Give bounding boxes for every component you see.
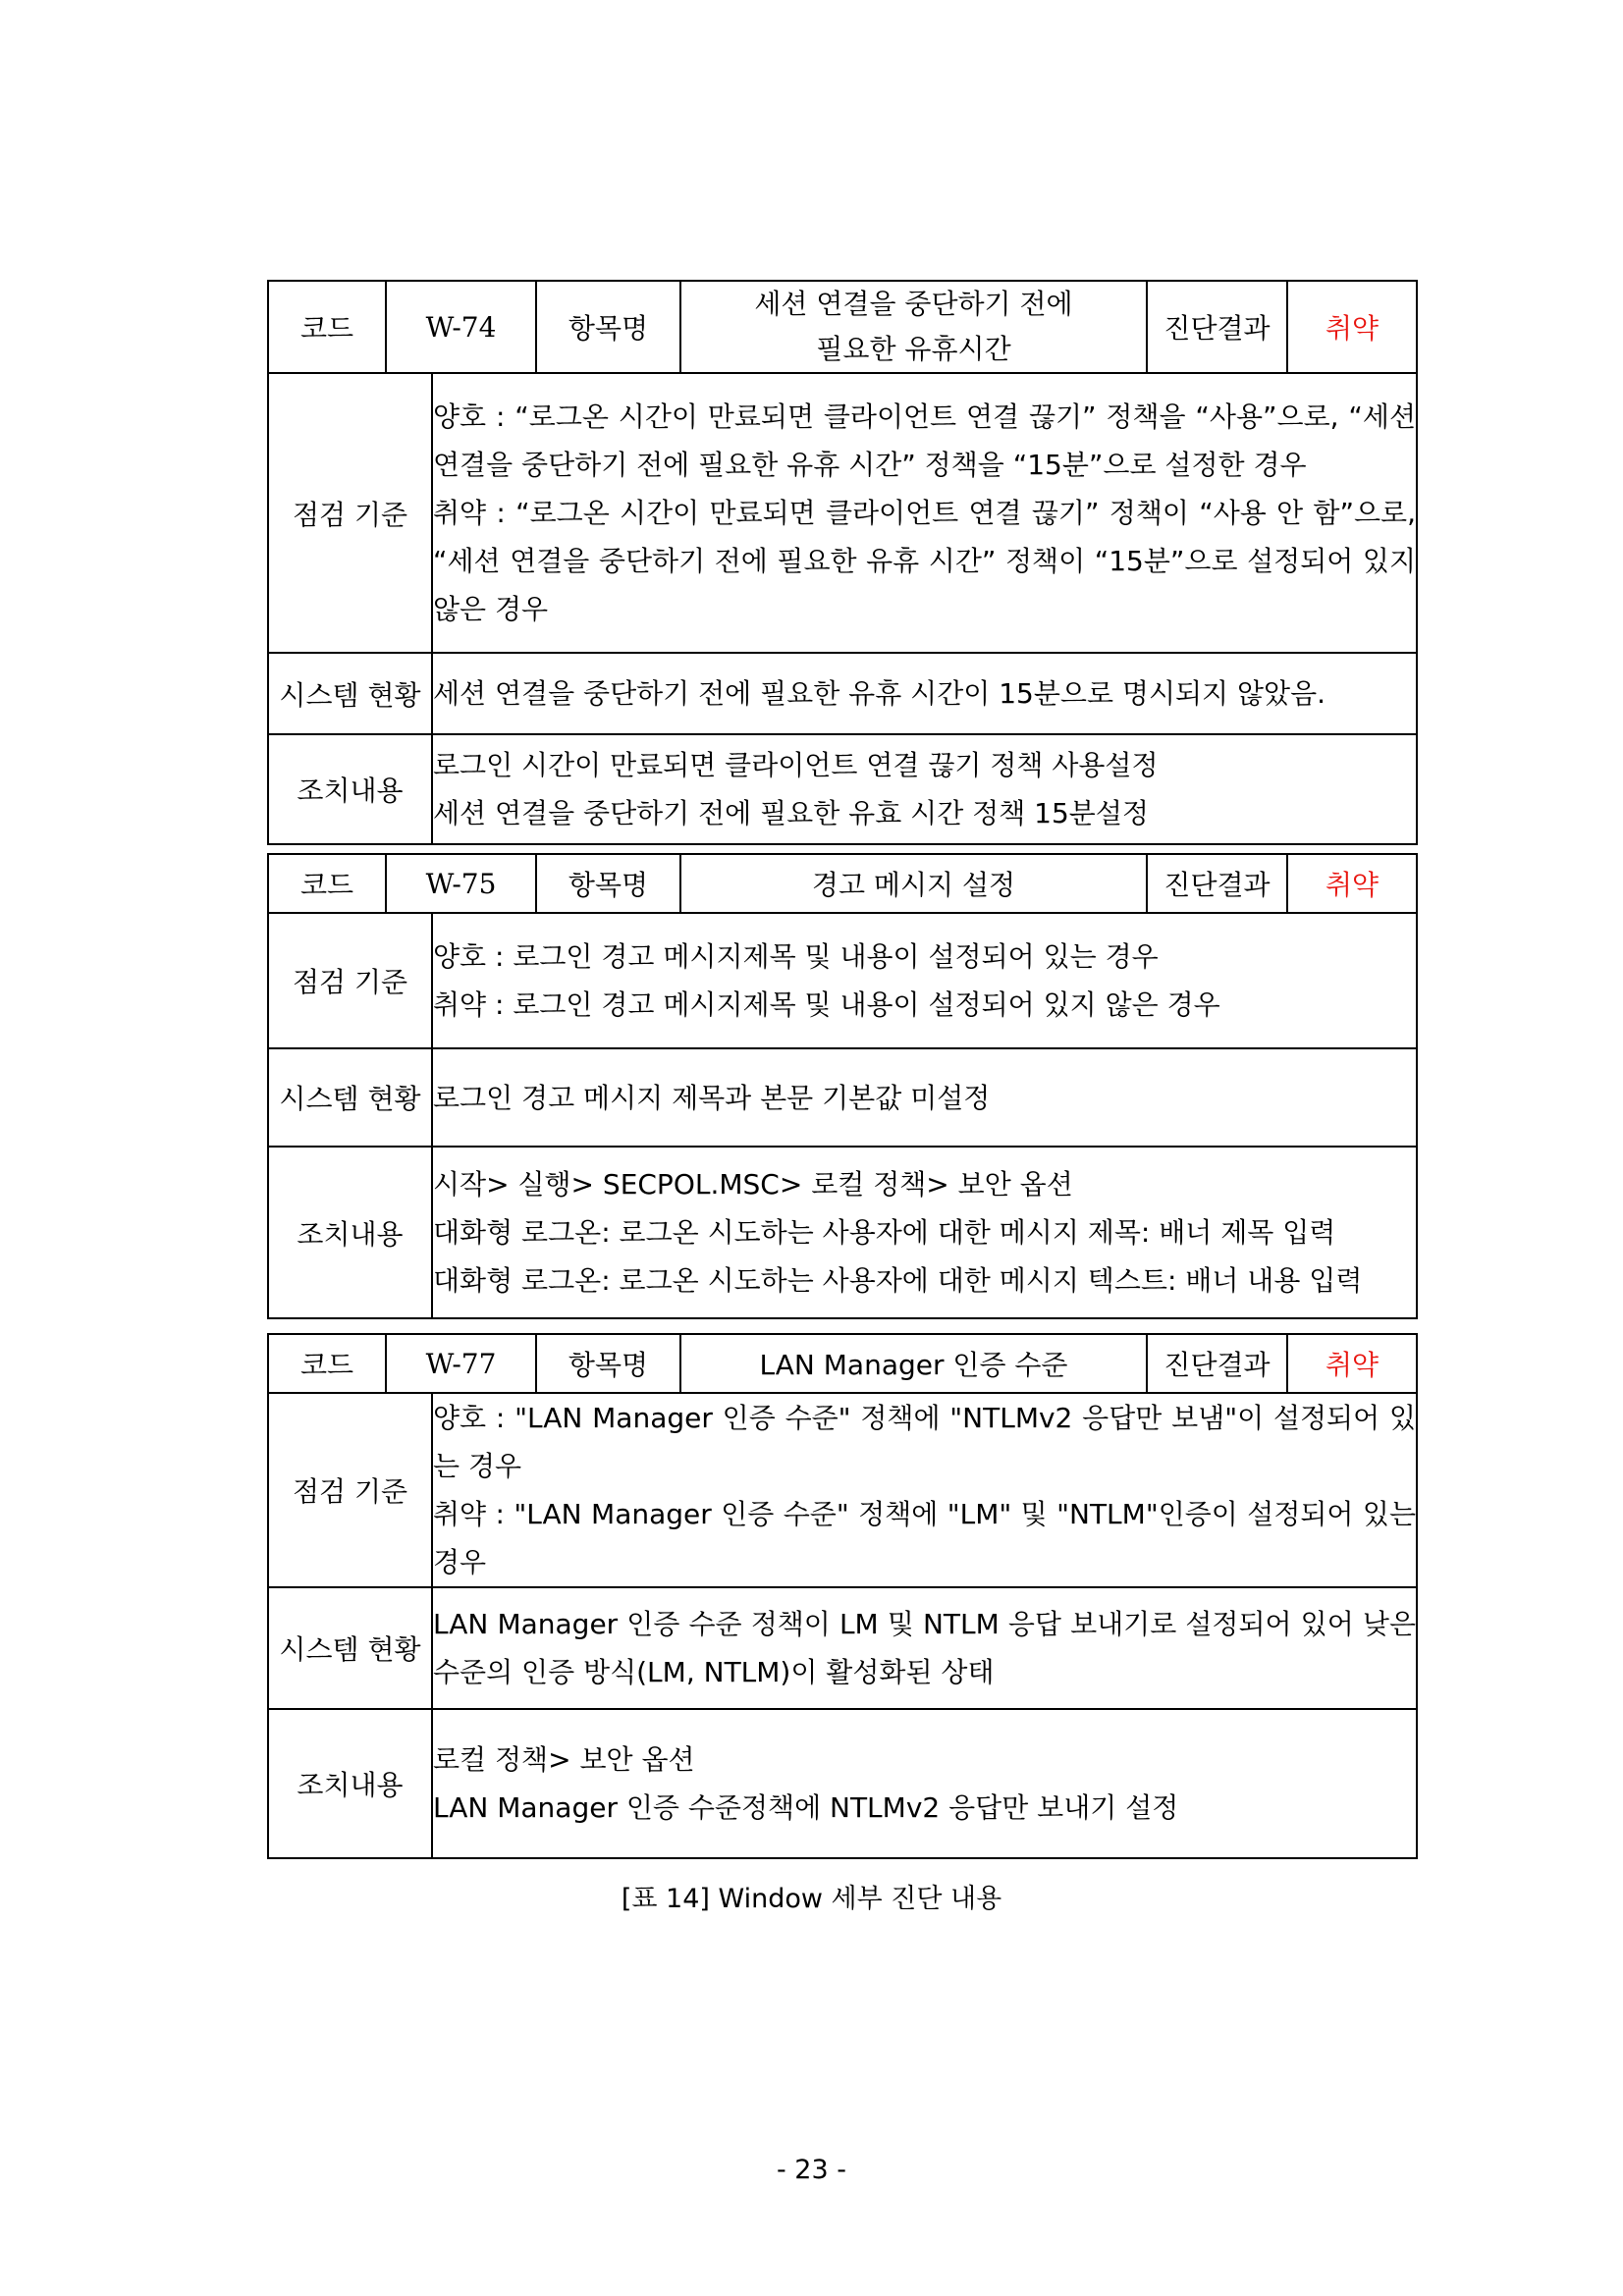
status-label: 시스템 현황 <box>268 1587 432 1709</box>
criteria-vulnerable: 취약 : “로그온 시간이 만료되면 클라이언트 연결 끊기” 정책이 “사용 안 함”으로, “세션 연결을 중단하기 전에 필요한 유휴 시간” 정책이 “15분”으로 설정되어 있지 않은 경우 <box>433 497 1416 625</box>
status-content <box>432 1048 1417 1147</box>
result-value: 취약 <box>1287 1334 1417 1393</box>
action-label: 조치내용 <box>268 1147 432 1318</box>
action-line: 로컬 정책> 보안 옵션 <box>433 1743 695 1776</box>
result-label: 진단결과 <box>1147 854 1287 913</box>
code-label: 코드 <box>268 1334 386 1393</box>
action-label: 조치내용 <box>268 1709 432 1858</box>
criteria-label: 점검 기준 <box>268 373 432 653</box>
criteria-content <box>432 1393 1417 1587</box>
action-content <box>432 1709 1417 1858</box>
status-content <box>432 1587 1417 1709</box>
result-label: 진단결과 <box>1147 1334 1287 1393</box>
diagnosis-table-w77 <box>267 1333 1418 1859</box>
diagnosis-table-w75 <box>267 853 1418 1319</box>
status-line: 로그인 경고 메시지 제목과 본문 기본값 미설정 <box>433 1081 991 1114</box>
status-line: 세션 연결을 중단하기 전에 필요한 유휴 시간이 15분으로 명시되지 않았음. <box>433 677 1326 710</box>
item-name-label: 항목명 <box>536 1334 680 1393</box>
code-label: 코드 <box>268 281 386 373</box>
item-name-label: 항목명 <box>536 281 680 373</box>
criteria-good: 양호 : 로그인 경고 메시지제목 및 내용이 설정되어 있는 경우 <box>433 940 1159 973</box>
result-value: 취약 <box>1287 281 1417 373</box>
code-value: W-75 <box>386 854 536 913</box>
diagnosis-table-w74 <box>267 280 1418 845</box>
item-name-value: LAN Manager 인증 수준 <box>680 1334 1147 1393</box>
criteria-label: 점검 기준 <box>268 1393 432 1587</box>
result-value: 취약 <box>1287 854 1417 913</box>
action-line: 로그인 시간이 만료되면 클라이언트 연결 끊기 정책 사용설정 <box>433 749 1159 781</box>
criteria-label: 점검 기준 <box>268 913 432 1048</box>
criteria-content <box>432 913 1417 1048</box>
status-label: 시스템 현황 <box>268 1048 432 1147</box>
action-content <box>432 1147 1417 1318</box>
code-value: W-77 <box>386 1334 536 1393</box>
criteria-good: 양호 : "LAN Manager 인증 수준" 정책에 "NTLMv2 응답만 보냄"이 설정되어 있는 경우 <box>433 1402 1416 1482</box>
table-caption: [표 14] Window 세부 진단 내용 <box>621 1884 1002 1914</box>
action-label: 조치내용 <box>268 734 432 844</box>
action-line: LAN Manager 인증 수준정책에 NTLMv2 응답만 보내기 설정 <box>433 1791 1179 1824</box>
action-line: 대화형 로그온: 로그온 시도하는 사용자에 대한 메시지 텍스트: 배너 내용 입력 <box>433 1264 1363 1297</box>
criteria-vulnerable: 취약 : "LAN Manager 인증 수준" 정책에 "LM" 및 "NTLM"인증이 설정되어 있는 경우 <box>433 1498 1416 1578</box>
code-value: W-74 <box>386 281 536 373</box>
code-label: 코드 <box>268 854 386 913</box>
criteria-good: 양호 : “로그온 시간이 만료되면 클라이언트 연결 끊기” 정책을 “사용”으로, “세션 연결을 중단하기 전에 필요한 유휴 시간” 정책을 “15분”으로 설정한 경우 <box>433 400 1416 481</box>
status-line: LAN Manager 인증 수준 정책이 LM 및 NTLM 응답 보내기로 설정되어 있어 낮은 수준의 인증 방식(LM, NTLM)이 활성화된 상태 <box>433 1608 1416 1688</box>
result-label: 진단결과 <box>1147 281 1287 373</box>
action-line: 세션 연결을 중단하기 전에 필요한 유효 시간 정책 15분설정 <box>433 797 1149 829</box>
status-content <box>432 653 1417 734</box>
status-label: 시스템 현황 <box>268 653 432 734</box>
criteria-vulnerable: 취약 : 로그인 경고 메시지제목 및 내용이 설정되어 있지 않은 경우 <box>433 988 1220 1021</box>
action-line: 대화형 로그온: 로그온 시도하는 사용자에 대한 메시지 제목: 배너 제목 입력 <box>433 1216 1336 1249</box>
page-number: - 23 - <box>776 2155 846 2185</box>
action-content <box>432 734 1417 844</box>
item-name-value: 세션 연결을 중단하기 전에 필요한 유휴시간 <box>680 281 1147 373</box>
item-name-value: 경고 메시지 설정 <box>680 854 1147 913</box>
action-line: 시작> 실행> SECPOL.MSC> 로컬 정책> 보안 옵션 <box>433 1168 1073 1201</box>
item-name-label: 항목명 <box>536 854 680 913</box>
criteria-content <box>432 373 1417 653</box>
